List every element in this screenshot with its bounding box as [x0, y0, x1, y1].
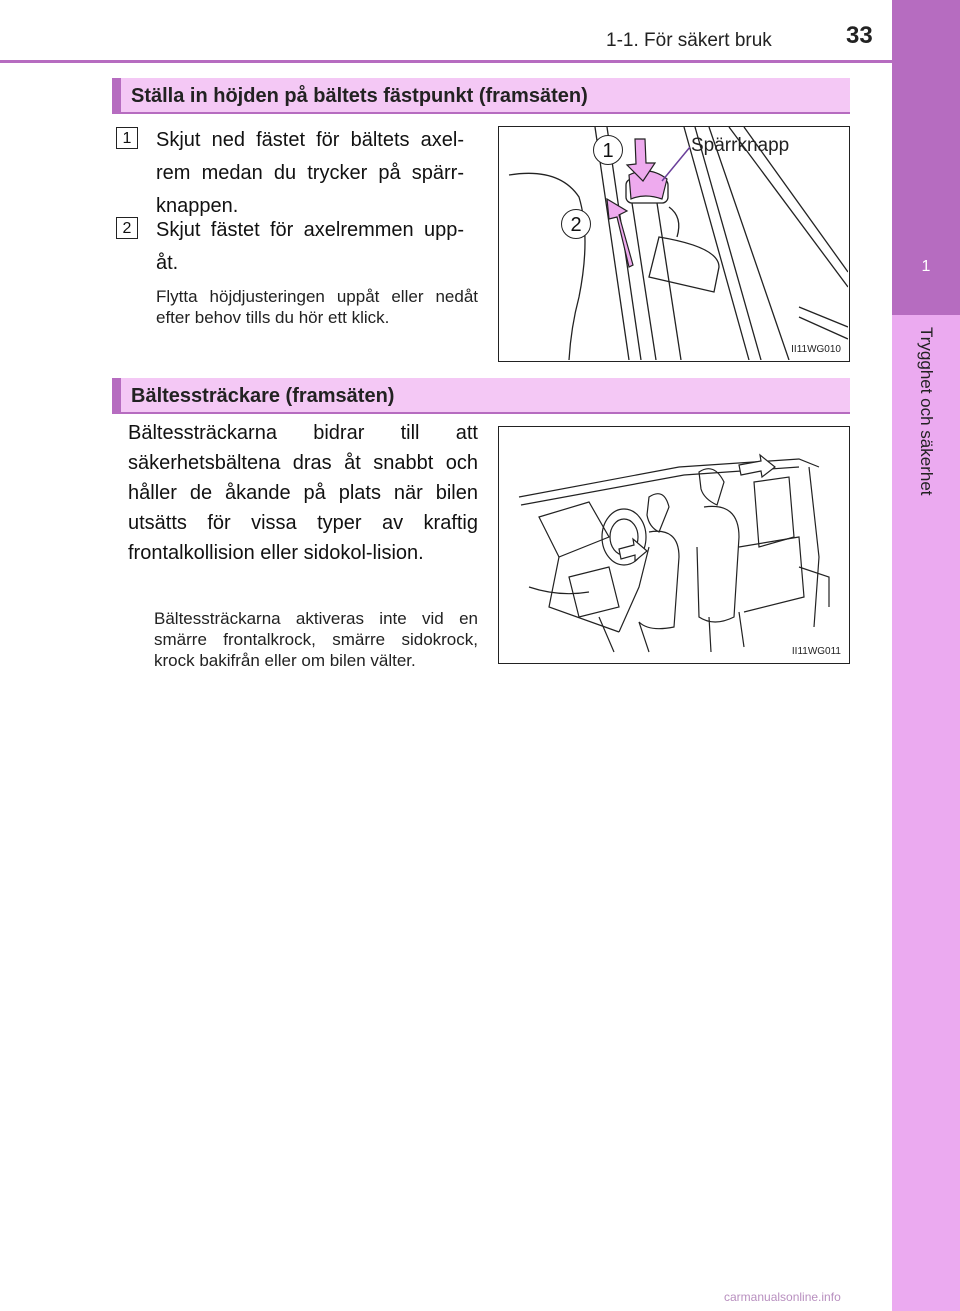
header-section-title: 1-1. För säkert bruk — [606, 30, 772, 51]
figure-code: II11WG011 — [791, 646, 841, 657]
belt-anchor-illustration — [499, 127, 848, 360]
header-rule — [0, 60, 892, 63]
step-number: 2 — [116, 217, 138, 239]
section-header-pretensioners — [112, 378, 850, 414]
watermark: carmanualsonline.info — [724, 1290, 841, 1304]
section-header-belt-anchor — [112, 78, 850, 114]
figure-code: II11WG010 — [791, 344, 841, 355]
note-pretensioners: Bältessträckarna aktiveras inte vid en smärre frontalkrock, smärre sidokrock, krock bakifrån eller om bilen välter. — [154, 609, 478, 670]
step-text: Skjut fästet för axelremmen upp-åt. — [156, 219, 464, 274]
figure-car-interior — [498, 426, 850, 664]
chapter-title: Trygghet och säkerhet — [917, 327, 936, 496]
marker-2: 2 — [561, 209, 591, 239]
page-number: 33 — [846, 22, 873, 49]
section-title: Ställa in höjden på bältets fästpunkt (framsäten) — [131, 85, 588, 107]
chapter-sidebar — [892, 0, 960, 1311]
figure-belt-anchor — [498, 126, 850, 362]
chapter-number: 1 — [921, 258, 931, 275]
car-interior-illustration — [499, 427, 848, 662]
step-number: 1 — [116, 127, 138, 149]
marker-1: 1 — [593, 135, 623, 165]
lock-button-label: Spärrknapp — [691, 135, 790, 156]
body-pretensioners: Bältessträckarna bidrar till att säkerhetsbältena dras åt snabbt och håller de åkande på plats när bilen utsätts för vissa typer av kraftig frontalkollision eller sidokol-lision. — [128, 422, 478, 564]
step-text: Skjut ned fästet för bältets axel-rem medan du trycker på spärr-knappen. — [156, 129, 464, 217]
section-title: Bältessträckare (framsäten) — [131, 385, 395, 407]
note-adjust: Flytta höjdjusteringen uppåt eller nedåt efter behov tills du hör ett klick. — [156, 287, 478, 327]
